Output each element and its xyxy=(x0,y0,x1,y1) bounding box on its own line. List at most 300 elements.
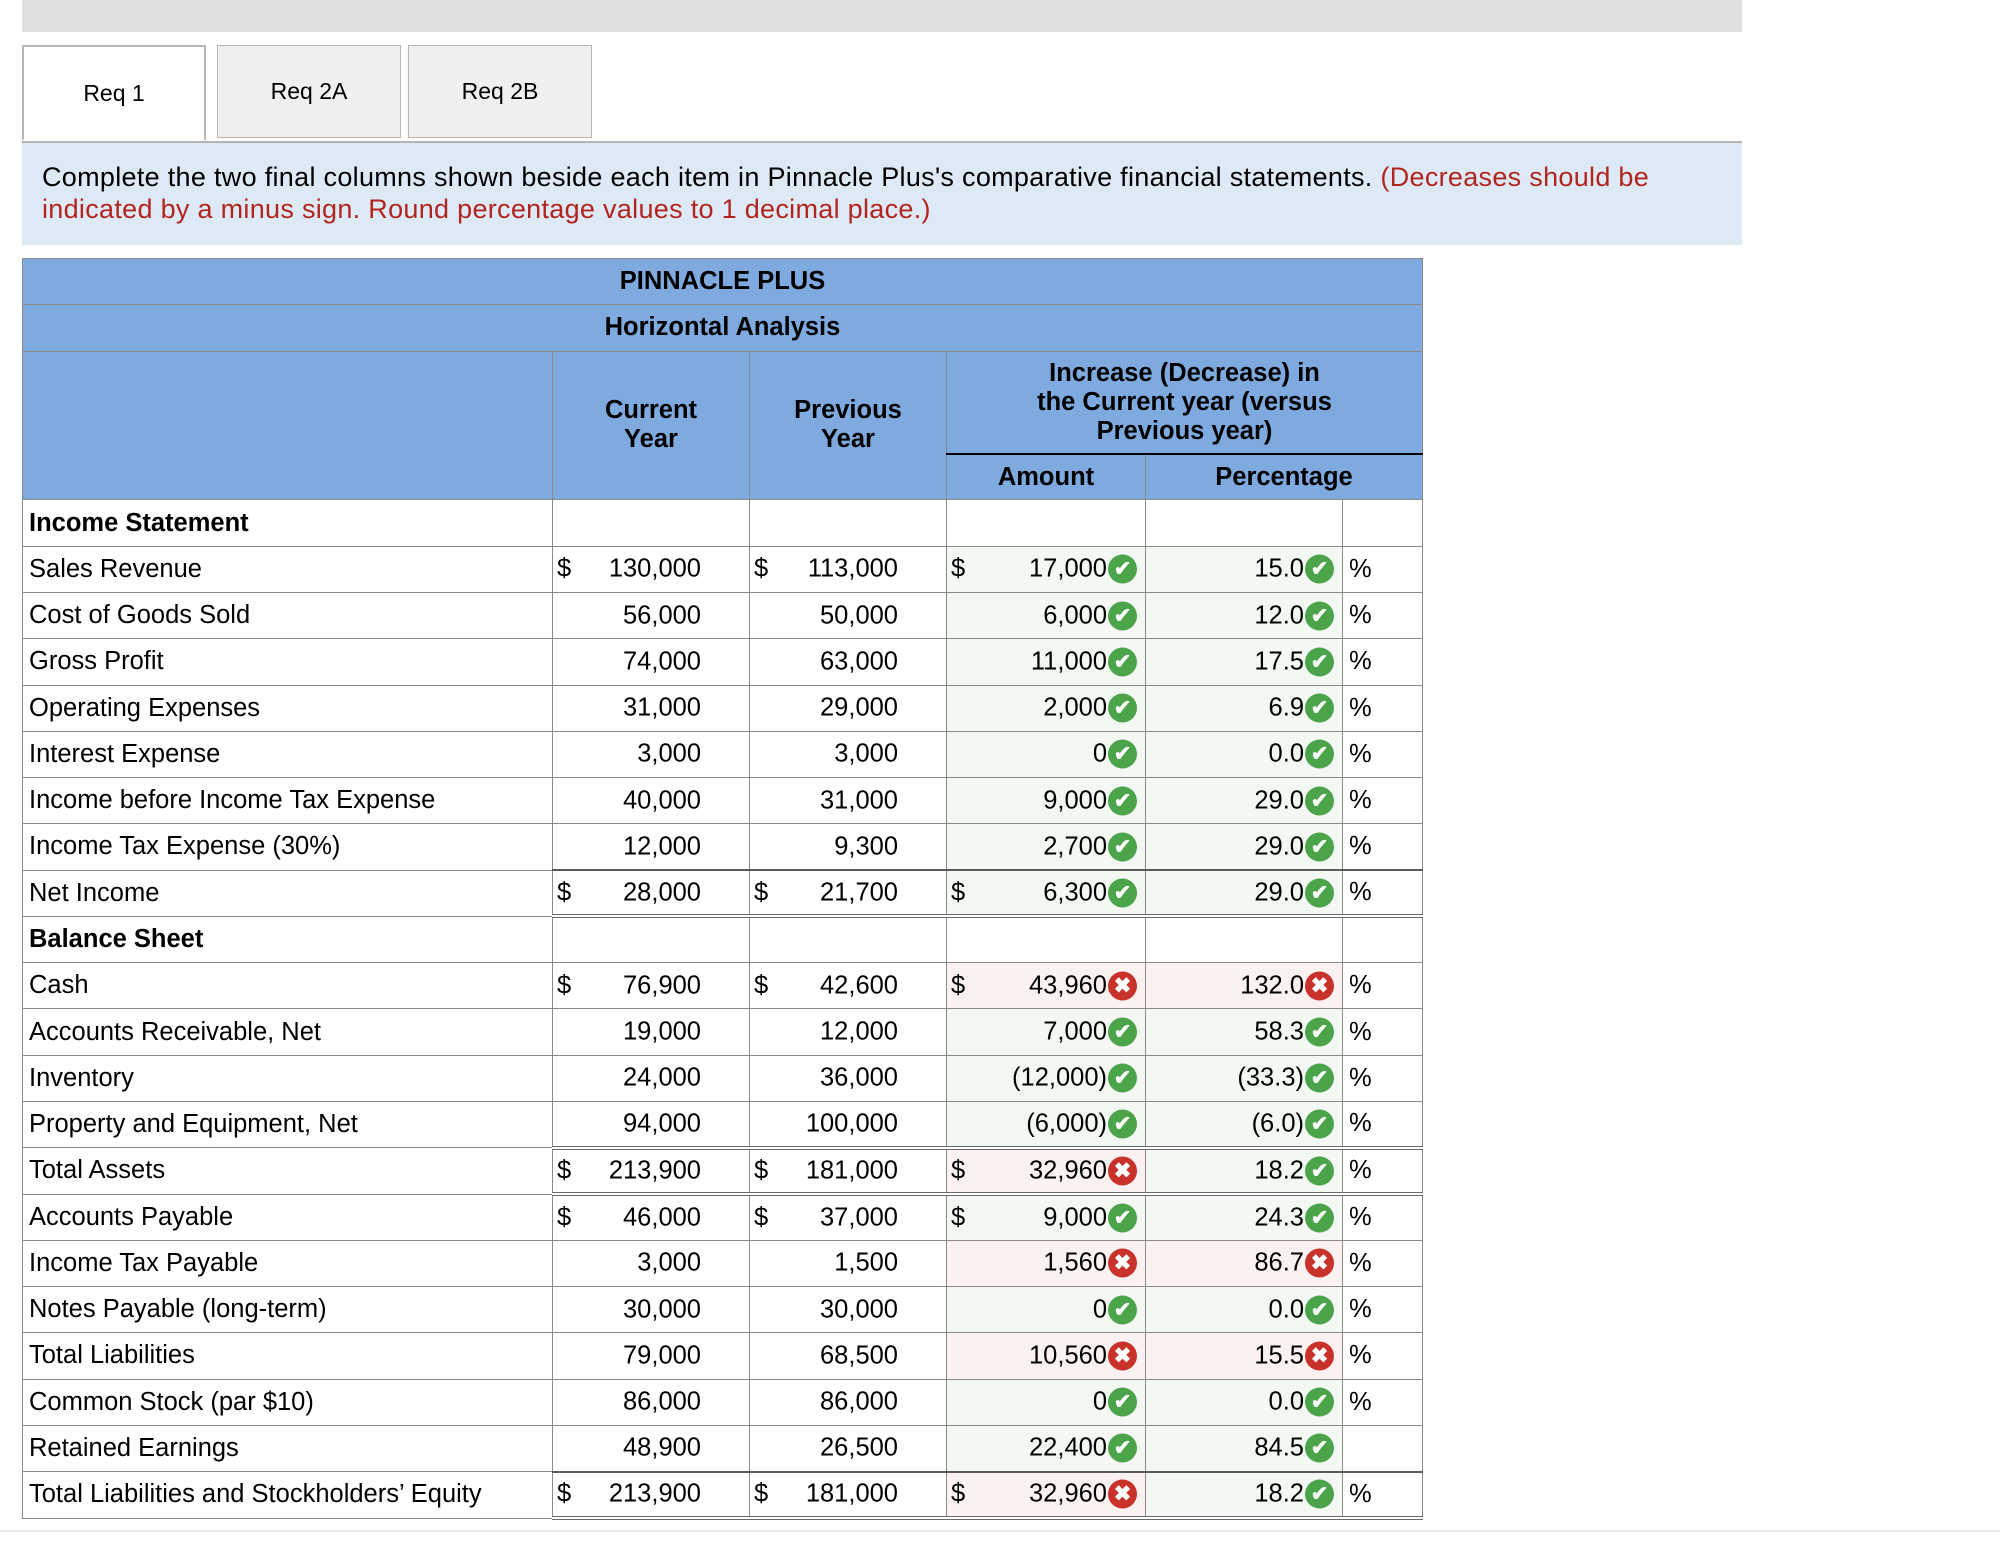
income-statement-rows xyxy=(23,546,1423,916)
amount-value-text: (6,000) xyxy=(1026,1109,1107,1138)
top-toolbar-strip xyxy=(22,0,1742,32)
percentage-value-text: 18.2 xyxy=(1254,1479,1304,1508)
row-label: Total Assets xyxy=(23,1148,553,1194)
percentage-input[interactable] xyxy=(1146,1009,1343,1055)
amount-input[interactable] xyxy=(947,731,1146,777)
percentage-input[interactable] xyxy=(1146,592,1343,638)
instructions-note: (Decreases should be indicated by a minus sign. Round percentage values to 1 decimal place.) xyxy=(42,162,1650,224)
previous-year-value xyxy=(750,639,947,685)
row-label: Cash xyxy=(23,963,553,1009)
percentage-input[interactable] xyxy=(1146,1240,1343,1286)
percentage-value-text: 17.5 xyxy=(1254,647,1304,676)
percentage-input[interactable] xyxy=(1146,685,1343,731)
percentage-input[interactable] xyxy=(1146,1425,1343,1471)
amount-value-text: 22,400 xyxy=(1029,1433,1107,1462)
instructions-text: Complete the two final columns shown beside each item in Pinnacle Plus's comparative financial statements. xyxy=(42,162,1373,192)
previous-value-text: 181,000 xyxy=(805,1156,898,1185)
percent-sign: % xyxy=(1343,1472,1423,1518)
row-label: Gross Profit xyxy=(23,639,553,685)
current-year-value xyxy=(553,1101,750,1147)
check-icon: ✔ xyxy=(1305,1109,1334,1138)
row-label: Cost of Goods Sold xyxy=(23,592,553,638)
percent-sign: % xyxy=(1343,685,1423,731)
previous-value-text: 86,000 xyxy=(820,1387,898,1416)
percent-sign xyxy=(1343,1425,1423,1471)
current-year-value xyxy=(553,1472,750,1518)
amount-input[interactable] xyxy=(947,1472,1146,1518)
percentage-input[interactable] xyxy=(1146,1148,1343,1194)
currency-sign: $ xyxy=(754,1479,769,1508)
row-label: Property and Equipment, Net xyxy=(23,1101,553,1147)
section-income-statement: Income Statement xyxy=(23,500,553,546)
percentage-value-text: 0.0 xyxy=(1268,1387,1304,1416)
percentage-input[interactable] xyxy=(1146,639,1343,685)
currency-sign: $ xyxy=(557,1156,572,1185)
check-icon: ✔ xyxy=(1108,1388,1137,1417)
currency-sign: $ xyxy=(557,878,572,907)
percent-sign: % xyxy=(1343,592,1423,638)
row-label: Retained Earnings xyxy=(23,1425,553,1471)
percentage-input[interactable] xyxy=(1146,1101,1343,1147)
percentage-value-text: 15.0 xyxy=(1254,554,1304,583)
percent-sign: % xyxy=(1343,1333,1423,1379)
current-value-text: 28,000 xyxy=(623,878,701,907)
previous-year-value xyxy=(750,685,947,731)
check-icon: ✔ xyxy=(1108,647,1137,676)
current-value-text: 74,000 xyxy=(623,647,701,676)
previous-value-text: 100,000 xyxy=(805,1109,898,1138)
amount-value-text: 32,960 xyxy=(1029,1156,1107,1185)
amount-value-text: 6,300 xyxy=(1043,878,1107,907)
previous-year-value xyxy=(750,1194,947,1240)
tab-req-2a[interactable]: Req 2A xyxy=(217,45,401,138)
balance-sheet-rows xyxy=(23,963,1423,1518)
percent-sign: % xyxy=(1343,639,1423,685)
current-year-value xyxy=(553,1194,750,1240)
check-icon: ✔ xyxy=(1305,1295,1334,1324)
currency-sign: $ xyxy=(557,1203,572,1232)
section-balance-sheet: Balance Sheet xyxy=(23,916,553,962)
row-label: Total Liabilities xyxy=(23,1333,553,1379)
previous-value-text: 37,000 xyxy=(820,1203,898,1232)
previous-value-text: 1,500 xyxy=(834,1248,898,1277)
previous-value-text: 36,000 xyxy=(820,1063,898,1092)
current-value-text: 76,900 xyxy=(623,971,701,1000)
amount-value-text: 32,960 xyxy=(1029,1479,1107,1508)
current-year-value xyxy=(553,1379,750,1425)
table-row xyxy=(23,1472,1423,1518)
current-value-text: 79,000 xyxy=(623,1341,701,1370)
previous-value-text: 30,000 xyxy=(820,1295,898,1324)
table-row xyxy=(23,731,1423,777)
currency-sign: $ xyxy=(754,1203,769,1232)
previous-value-text: 31,000 xyxy=(820,786,898,815)
percent-sign: % xyxy=(1343,1287,1423,1333)
current-year-value xyxy=(553,1148,750,1194)
previous-value-text: 68,500 xyxy=(820,1341,898,1370)
amount-value-text: 0 xyxy=(1092,1295,1107,1324)
percent-sign: % xyxy=(1343,870,1423,916)
row-label: Accounts Receivable, Net xyxy=(23,1009,553,1055)
percentage-value-text: (6.0) xyxy=(1251,1109,1304,1138)
page-bottom-divider xyxy=(0,1530,2000,1532)
percent-sign: % xyxy=(1343,778,1423,824)
percent-sign: % xyxy=(1343,546,1423,592)
x-icon: ✖ xyxy=(1305,971,1334,1000)
table-row xyxy=(23,1055,1423,1101)
check-icon: ✔ xyxy=(1305,647,1334,676)
current-value-text: 3,000 xyxy=(637,739,701,768)
previous-value-text: 50,000 xyxy=(820,601,898,630)
x-icon: ✖ xyxy=(1108,1480,1137,1509)
current-value-text: 213,900 xyxy=(608,1156,701,1185)
check-icon: ✔ xyxy=(1305,1434,1334,1463)
statement-subtitle: Horizontal Analysis xyxy=(23,305,1423,351)
row-label: Sales Revenue xyxy=(23,546,553,592)
x-icon: ✖ xyxy=(1108,1249,1137,1278)
amount-input[interactable] xyxy=(947,639,1146,685)
previous-value-text: 63,000 xyxy=(820,647,898,676)
current-year-value xyxy=(553,546,750,592)
percentage-value-text: 18.2 xyxy=(1254,1156,1304,1185)
current-value-text: 30,000 xyxy=(623,1295,701,1324)
horizontal-analysis-table xyxy=(22,258,1423,1520)
amount-value-text: 43,960 xyxy=(1029,971,1107,1000)
current-year-value xyxy=(553,778,750,824)
table-row xyxy=(23,1425,1423,1471)
check-icon: ✔ xyxy=(1305,601,1334,630)
current-year-value xyxy=(553,685,750,731)
check-icon: ✔ xyxy=(1305,1203,1334,1232)
table-row xyxy=(23,870,1423,916)
check-icon: ✔ xyxy=(1305,1018,1334,1047)
previous-year-value xyxy=(750,1425,947,1471)
previous-year-value xyxy=(750,1287,947,1333)
table-row xyxy=(23,1287,1423,1333)
percentage-input[interactable] xyxy=(1146,546,1343,592)
row-label: Net Income xyxy=(23,870,553,916)
previous-value-text: 113,000 xyxy=(807,554,898,583)
check-icon: ✔ xyxy=(1305,1156,1334,1185)
percentage-value-text: (33.3) xyxy=(1237,1063,1304,1092)
current-value-text: 48,900 xyxy=(623,1433,701,1462)
percent-sign: % xyxy=(1343,1055,1423,1101)
percentage-value-text: 84.5 xyxy=(1254,1433,1304,1462)
currency-sign: $ xyxy=(951,878,966,907)
row-label: Interest Expense xyxy=(23,731,553,777)
current-year-value xyxy=(553,1009,750,1055)
percentage-value-text: 29.0 xyxy=(1254,786,1304,815)
change-header: Increase (Decrease) in the Current year (versus Previous year) xyxy=(947,351,1423,454)
currency-sign: $ xyxy=(951,1203,966,1232)
percentage-value-text: 29.0 xyxy=(1254,832,1304,861)
previous-value-text: 26,500 xyxy=(820,1433,898,1462)
percentage-input[interactable] xyxy=(1146,824,1343,870)
amount-value-text: 0 xyxy=(1092,739,1107,768)
percentage-value-text: 24.3 xyxy=(1254,1203,1304,1232)
previous-year-value xyxy=(750,1148,947,1194)
percentage-value-text: 58.3 xyxy=(1254,1017,1304,1046)
currency-sign: $ xyxy=(754,554,769,583)
check-icon: ✔ xyxy=(1108,555,1137,584)
row-label: Notes Payable (long-term) xyxy=(23,1287,553,1333)
x-icon: ✖ xyxy=(1108,971,1137,1000)
tab-req-1[interactable]: Req 1 xyxy=(22,45,206,141)
previous-year-value xyxy=(750,1333,947,1379)
amount-input[interactable] xyxy=(947,1194,1146,1240)
previous-value-text: 29,000 xyxy=(820,693,898,722)
percent-sign: % xyxy=(1343,731,1423,777)
row-label: Inventory xyxy=(23,1055,553,1101)
check-icon: ✔ xyxy=(1108,1434,1137,1463)
current-year-value xyxy=(553,1425,750,1471)
current-value-text: 31,000 xyxy=(623,693,701,722)
check-icon: ✔ xyxy=(1108,1295,1137,1324)
amount-input[interactable] xyxy=(947,1379,1146,1425)
percentage-input[interactable] xyxy=(1146,1379,1343,1425)
previous-year-value xyxy=(750,824,947,870)
percentage-value-text: 29.0 xyxy=(1254,878,1304,907)
current-year-value xyxy=(553,824,750,870)
previous-year-value xyxy=(750,1472,947,1518)
current-value-text: 56,000 xyxy=(623,601,701,630)
table-row xyxy=(23,639,1423,685)
row-label: Income Tax Payable xyxy=(23,1240,553,1286)
table-row xyxy=(23,1240,1423,1286)
table-row xyxy=(23,592,1423,638)
percentage-input[interactable] xyxy=(1146,778,1343,824)
table-row xyxy=(23,546,1423,592)
percentage-input[interactable] xyxy=(1146,1333,1343,1379)
percent-sign: % xyxy=(1343,1194,1423,1240)
amount-value-text: 10,560 xyxy=(1029,1341,1107,1370)
currency-sign: $ xyxy=(951,971,966,1000)
current-value-text: 12,000 xyxy=(623,832,701,861)
currency-sign: $ xyxy=(754,878,769,907)
check-icon: ✔ xyxy=(1305,832,1334,861)
amount-input[interactable] xyxy=(947,778,1146,824)
amount-header: Amount xyxy=(947,454,1146,500)
previous-year-value xyxy=(750,1379,947,1425)
current-year-value xyxy=(553,731,750,777)
percentage-value-text: 15.5 xyxy=(1254,1341,1304,1370)
previous-value-text: 181,000 xyxy=(805,1479,898,1508)
previous-year-value xyxy=(750,1055,947,1101)
currency-sign: $ xyxy=(951,1156,966,1185)
amount-input[interactable] xyxy=(947,870,1146,916)
currency-sign: $ xyxy=(557,1479,572,1508)
table-row xyxy=(23,824,1423,870)
current-value-text: 24,000 xyxy=(623,1063,701,1092)
previous-value-text: 21,700 xyxy=(820,878,898,907)
row-label: Total Liabilities and Stockholders’ Equity xyxy=(23,1472,553,1518)
previous-value-text: 3,000 xyxy=(834,739,898,768)
check-icon: ✔ xyxy=(1305,694,1334,723)
current-value-text: 40,000 xyxy=(623,786,701,815)
percentage-input[interactable] xyxy=(1146,1194,1343,1240)
table-row xyxy=(23,1009,1423,1055)
check-icon: ✔ xyxy=(1108,878,1137,907)
check-icon: ✔ xyxy=(1108,832,1137,861)
amount-value-text: 9,000 xyxy=(1043,1203,1107,1232)
previous-value-text: 42,600 xyxy=(820,971,898,1000)
amount-value-text: 9,000 xyxy=(1043,786,1107,815)
percentage-input[interactable] xyxy=(1146,1472,1343,1518)
previous-year-header: Previous Year xyxy=(750,351,947,500)
percentage-value-text: 132.0 xyxy=(1240,971,1304,1000)
table-row xyxy=(23,778,1423,824)
previous-year-value xyxy=(750,731,947,777)
current-year-header: Current Year xyxy=(553,351,750,500)
amount-input[interactable] xyxy=(947,1425,1146,1471)
row-label: Common Stock (par $10) xyxy=(23,1379,553,1425)
percent-sign: % xyxy=(1343,1148,1423,1194)
amount-value-text: 11,000 xyxy=(1030,647,1107,676)
row-label: Accounts Payable xyxy=(23,1194,553,1240)
table-row xyxy=(23,685,1423,731)
current-year-value xyxy=(553,1240,750,1286)
percentage-input[interactable] xyxy=(1146,1055,1343,1101)
current-year-value xyxy=(553,1333,750,1379)
percentage-value-text: 86.7 xyxy=(1254,1248,1304,1277)
check-icon: ✔ xyxy=(1305,786,1334,815)
check-icon: ✔ xyxy=(1108,601,1137,630)
table-row xyxy=(23,1333,1423,1379)
current-value-text: 86,000 xyxy=(623,1387,701,1416)
percentage-value-text: 6.9 xyxy=(1268,693,1304,722)
amount-input[interactable] xyxy=(947,1240,1146,1286)
check-icon: ✔ xyxy=(1305,555,1334,584)
amount-value-text: 2,000 xyxy=(1043,693,1107,722)
current-year-value xyxy=(553,592,750,638)
check-icon: ✔ xyxy=(1108,1109,1137,1138)
previous-year-value xyxy=(750,778,947,824)
check-icon: ✔ xyxy=(1108,1203,1137,1232)
requirement-tabs xyxy=(22,45,1742,143)
previous-year-value xyxy=(750,870,947,916)
currency-sign: $ xyxy=(754,971,769,1000)
check-icon: ✔ xyxy=(1305,740,1334,769)
table-row xyxy=(23,1194,1423,1240)
currency-sign: $ xyxy=(754,1156,769,1185)
percent-sign: % xyxy=(1343,1101,1423,1147)
current-year-value xyxy=(553,639,750,685)
current-year-value xyxy=(553,963,750,1009)
row-label: Income before Income Tax Expense xyxy=(23,778,553,824)
percentage-input[interactable] xyxy=(1146,1287,1343,1333)
amount-input[interactable] xyxy=(947,546,1146,592)
check-icon: ✔ xyxy=(1108,786,1137,815)
table-row xyxy=(23,1379,1423,1425)
row-label: Operating Expenses xyxy=(23,685,553,731)
previous-year-value xyxy=(750,1101,947,1147)
percentage-input[interactable] xyxy=(1146,963,1343,1009)
current-value-text: 46,000 xyxy=(623,1203,701,1232)
amount-input[interactable] xyxy=(947,1333,1146,1379)
current-value-text: 130,000 xyxy=(608,554,701,583)
currency-sign: $ xyxy=(557,554,572,583)
percentage-input[interactable] xyxy=(1146,731,1343,777)
check-icon: ✔ xyxy=(1305,1480,1334,1509)
percent-sign: % xyxy=(1343,824,1423,870)
amount-input[interactable] xyxy=(947,963,1146,1009)
amount-input[interactable] xyxy=(947,1148,1146,1194)
table-row xyxy=(23,1101,1423,1147)
current-year-value xyxy=(553,1287,750,1333)
check-icon: ✔ xyxy=(1305,1064,1334,1093)
previous-year-value xyxy=(750,963,947,1009)
amount-value-text: 7,000 xyxy=(1043,1017,1107,1046)
table-row xyxy=(23,1148,1423,1194)
amount-input[interactable] xyxy=(947,1055,1146,1101)
check-icon: ✔ xyxy=(1305,1388,1334,1417)
percentage-value-text: 0.0 xyxy=(1268,1295,1304,1324)
check-icon: ✔ xyxy=(1108,1064,1137,1093)
current-year-value xyxy=(553,1055,750,1101)
previous-year-value xyxy=(750,1240,947,1286)
previous-year-value xyxy=(750,592,947,638)
check-icon: ✔ xyxy=(1305,878,1334,907)
current-year-value xyxy=(553,870,750,916)
amount-value-text: 0 xyxy=(1092,1387,1107,1416)
amount-input[interactable] xyxy=(947,824,1146,870)
amount-value-text: (12,000) xyxy=(1012,1063,1107,1092)
percentage-header: Percentage xyxy=(1146,454,1423,500)
amount-input[interactable] xyxy=(947,685,1146,731)
percentage-value-text: 12.0 xyxy=(1254,601,1304,630)
percentage-value-text: 0.0 xyxy=(1268,739,1304,768)
previous-value-text: 12,000 xyxy=(820,1017,898,1046)
previous-year-value xyxy=(750,546,947,592)
label-column-header xyxy=(23,351,553,500)
amount-input[interactable] xyxy=(947,1287,1146,1333)
table-row xyxy=(23,963,1423,1009)
check-icon: ✔ xyxy=(1108,740,1137,769)
x-icon: ✖ xyxy=(1108,1341,1137,1370)
check-icon: ✔ xyxy=(1108,1018,1137,1047)
current-value-text: 19,000 xyxy=(623,1017,701,1046)
currency-sign: $ xyxy=(951,554,966,583)
amount-input[interactable] xyxy=(947,1101,1146,1147)
x-icon: ✖ xyxy=(1305,1341,1334,1370)
previous-year-value xyxy=(750,1009,947,1055)
percent-sign: % xyxy=(1343,1240,1423,1286)
company-name: PINNACLE PLUS xyxy=(23,259,1423,305)
previous-value-text: 9,300 xyxy=(834,832,898,861)
currency-sign: $ xyxy=(951,1479,966,1508)
tab-req-2b[interactable]: Req 2B xyxy=(408,45,592,138)
x-icon: ✖ xyxy=(1305,1249,1334,1278)
current-value-text: 213,900 xyxy=(608,1479,701,1508)
amount-value-text: 2,700 xyxy=(1043,832,1107,861)
percentage-input[interactable] xyxy=(1146,870,1343,916)
x-icon: ✖ xyxy=(1108,1156,1137,1185)
amount-value-text: 1,560 xyxy=(1043,1248,1107,1277)
row-label: Income Tax Expense (30%) xyxy=(23,824,553,870)
current-value-text: 3,000 xyxy=(637,1248,701,1277)
amount-value-text: 6,000 xyxy=(1043,601,1107,630)
current-value-text: 94,000 xyxy=(623,1109,701,1138)
instructions-panel xyxy=(22,143,1742,245)
amount-input[interactable] xyxy=(947,592,1146,638)
check-icon: ✔ xyxy=(1108,694,1137,723)
currency-sign: $ xyxy=(557,971,572,1000)
amount-input[interactable] xyxy=(947,1009,1146,1055)
percent-sign: % xyxy=(1343,963,1423,1009)
percent-sign: % xyxy=(1343,1009,1423,1055)
amount-value-text: 17,000 xyxy=(1029,554,1107,583)
percent-sign: % xyxy=(1343,1379,1423,1425)
